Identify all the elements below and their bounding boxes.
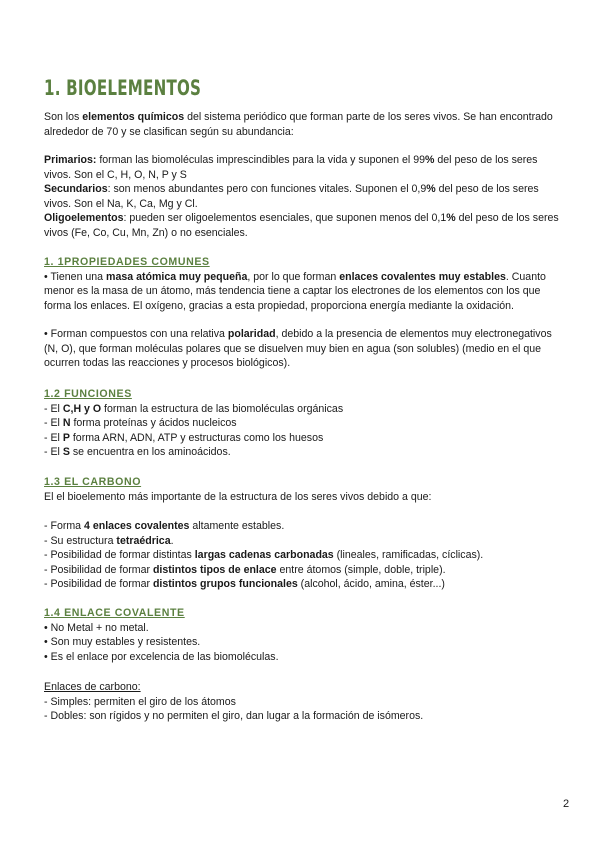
intro-text-rest: del sistema periódico que forman parte de los seres vivos. Se han encontrado alrededor de 70 y se clasifican según su abundancia: [44, 111, 553, 138]
page-title: 1. BIOELEMENTOS [44, 76, 202, 100]
carbono-list [44, 519, 566, 592]
page-number: 2 [563, 798, 570, 810]
enlaces-carbono [44, 680, 566, 724]
section-heading: 1.2 FUNCIONES [44, 388, 132, 400]
intro-bold: elementos químicos [82, 111, 185, 123]
subheading: Enlaces de carbono: [44, 681, 141, 693]
list-item: • No Metal + no metal. [44, 621, 149, 634]
class-oligoelementos: Oligoelementos: pueden ser oligoelementos esenciales, que suponen menos del 0,1% del peso de los seres vivos (Fe, Co, Cu, Mn, Zn) o no esenciales. [44, 212, 559, 239]
list-item: - Simples: permiten el giro de los átomos [44, 695, 236, 708]
section-enlace-covalente [44, 606, 566, 664]
section-funciones [44, 387, 566, 460]
list-item: - Posibilidad de formar distintos tipos de enlace entre átomos (simple, doble, triple). [44, 563, 446, 576]
list-item: - El N forma proteínas y ácidos nucleicos [44, 417, 237, 430]
list-item: - El S se encuentra en los aminoácidos. [44, 446, 231, 459]
section-heading: 1. 1PROPIEDADES COMUNES [44, 256, 210, 268]
property-paragraph-2: • Forman compuestos con una relativa polaridad, debido a la presencia de elementos muy electronegativos (N, O), que forman moléculas polares que se disuelven muy bien en agua (son solubles) (medio en el que ocurren todas las reacciones y procesos biológicos). [44, 328, 552, 370]
section-propiedades [44, 255, 566, 313]
section-heading: 1.3 EL CARBONO [44, 476, 142, 488]
list-item: • Es el enlace por excelencia de las biomoléculas. [44, 650, 279, 663]
list-item: • Son muy estables y resistentes. [44, 636, 201, 649]
list-item: - Forma 4 enlaces covalentes altamente estables. [44, 520, 285, 532]
list-item: - El C,H y O forman la estructura de las biomoléculas orgánicas [44, 402, 344, 415]
list-item: - Su estructura tetraédrica. [44, 534, 174, 547]
list-item: - El P forma ARN, ADN, ATP y estructuras como los huesos [44, 431, 324, 444]
abundance-classes [44, 153, 566, 241]
list-item: - Dobles: son rígidos y no permiten el giro, dan lugar a la formación de isómeros. [44, 710, 424, 723]
section-heading: 1.4 ENLACE COVALENTE [44, 607, 185, 619]
intro-text: Son los [44, 111, 83, 123]
property-paragraph: • Tienen una masa atómica muy pequeña, por lo que forman enlaces covalentes muy estables. Cuanto menor es la masa de un átomo, más tendencia tiene a captar los electrones de los elementos con los que forma los enlaces. El oxígeno, gracias a esta propiedad, proporciona energía mediante la oxidación. [44, 270, 546, 312]
section-intro: El el bioelemento más importante de la estructura de los seres vivos debido a que: [44, 490, 432, 503]
section-carbono [44, 475, 566, 504]
class-secundarios: Secundarios: son menos abundantes pero con funciones vitales. Suponen el 0,9% del peso de los seres vivos. Son el Na, K, Ca, Mg y Cl. [44, 183, 539, 210]
intro-paragraph [44, 110, 566, 139]
list-item: - Posibilidad de formar distintas largas cadenas carbonadas (lineales, ramificadas, cíclicas). [44, 549, 484, 562]
list-item: - Posibilidad de formar distintos grupos funcionales (alcohol, ácido, amina, éster...) [44, 578, 445, 591]
class-primarios: Primarios: forman las biomoléculas imprescindibles para la vida y suponen el 99% del peso de los seres vivos. Son el C, H, O, N, P y S [44, 154, 538, 181]
